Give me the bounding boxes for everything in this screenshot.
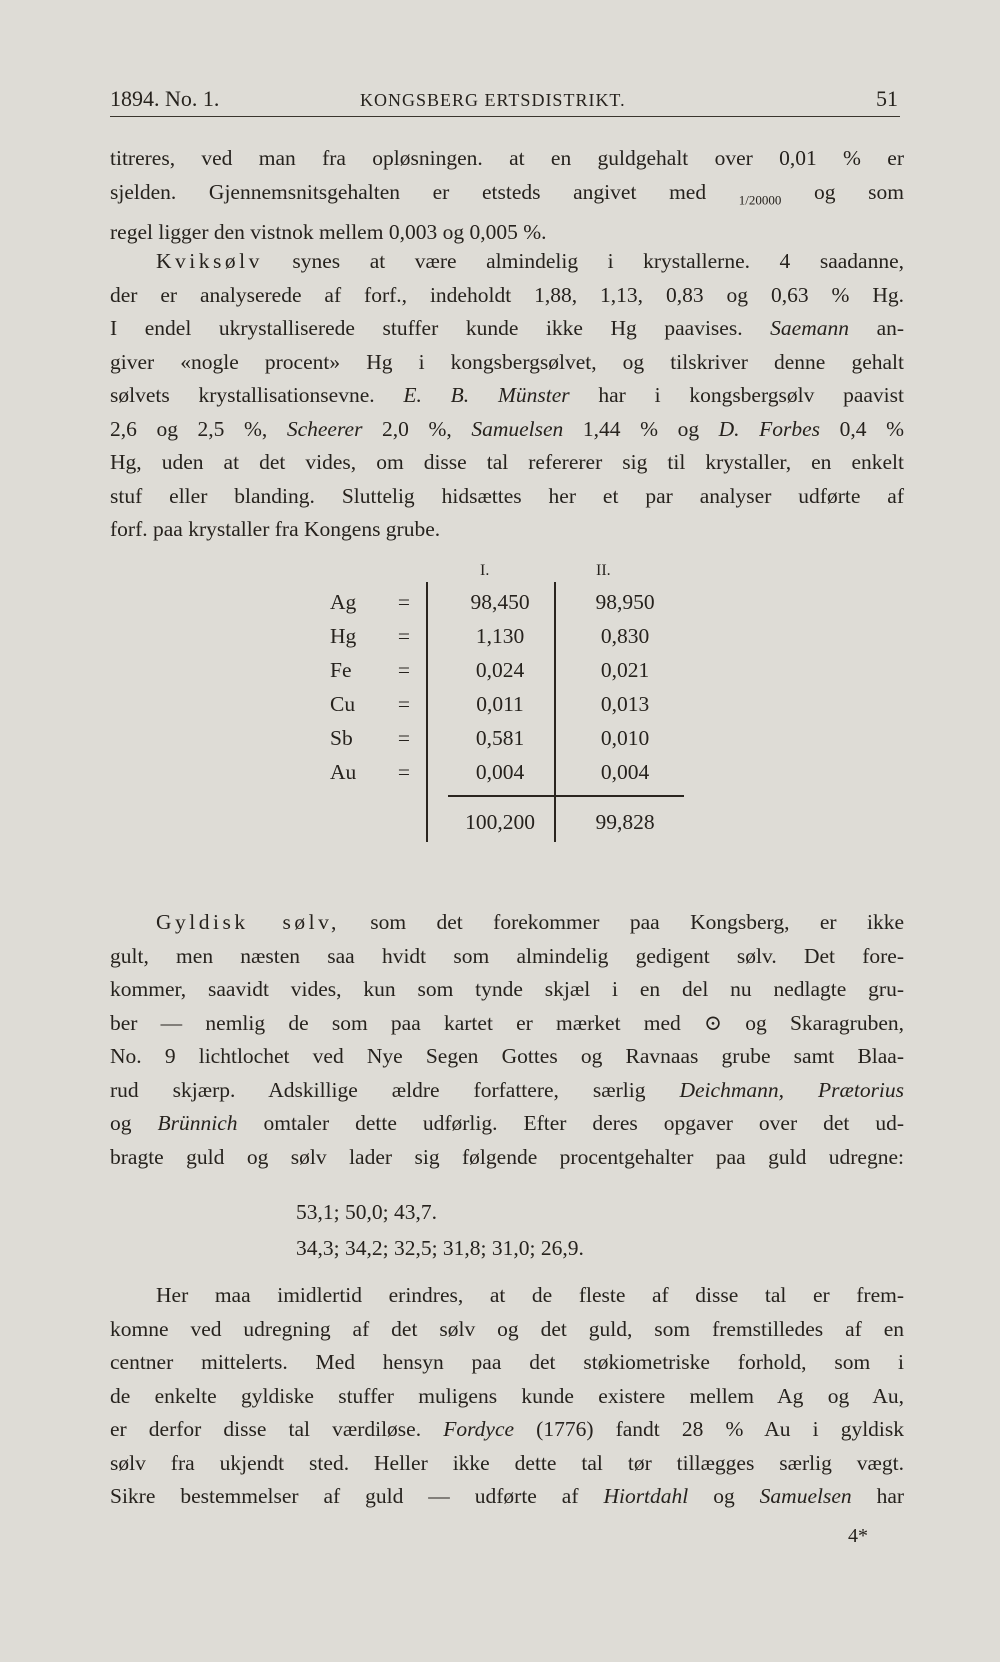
element-symbol: Ag bbox=[330, 590, 357, 614]
header-title: KONGSBERG ERTSDISTRIKT. bbox=[360, 90, 626, 110]
text-line: Kviksølv synes at være almindelig i krystallerne. 4 saadanne, bbox=[156, 249, 904, 273]
gold-percent-row: 34,3; 34,2; 32,5; 31,8; 31,0; 26,9. bbox=[296, 1236, 584, 1260]
equals-sign: = bbox=[397, 624, 411, 648]
text-line: der er analyserede af forf., indeholdt 1,88, 1,13, 0,83 og 0,63 % Hg. bbox=[110, 282, 904, 307]
value-i: 0,581 bbox=[475, 726, 525, 750]
total-i: 100,200 bbox=[465, 810, 535, 834]
text-line: forf. paa krystaller fra Kongens grube. bbox=[110, 517, 441, 541]
text-line: centner mittelerts. Med hensyn paa det støkiometriske forhold, som i bbox=[110, 1350, 904, 1374]
equals-sign: = bbox=[397, 726, 411, 750]
text-line: de enkelte gyldiske stuffer muligens kunde existere mellem Ag og Au, bbox=[110, 1383, 904, 1408]
text-line: sjelden. Gjennemsnitsgehalten er etsteds angivet med $_{1/20000}$ og som bbox=[110, 179, 905, 207]
column-header: I. bbox=[480, 562, 490, 579]
text-line: Her maa imidlertid erindres, at de fleste af disse tal er frem- bbox=[156, 1283, 904, 1307]
text-line: Sikre bestemmelser af guld — udførte af Hiortdahl og Samuelsen har bbox=[110, 1484, 905, 1508]
text-line: bragte guld og sølv lader sig følgende procentgehalter paa guld udregne: bbox=[110, 1144, 904, 1169]
text-line: rud skjærp. Adskillige ældre forfattere, særlig Deichmann, Prætorius bbox=[110, 1077, 905, 1102]
paragraph-gold-content bbox=[110, 142, 904, 250]
value-ii: 0,004 bbox=[600, 760, 650, 784]
column-header: II. bbox=[596, 562, 611, 579]
author-name: Saemann bbox=[770, 316, 849, 340]
header-year-number: 1894. No. 1. bbox=[110, 86, 220, 111]
text-line: giver «nogle procent» Hg i kongsbergsølvet, og tilskriver denne gehalt bbox=[110, 349, 904, 374]
author-name: Prætorius bbox=[818, 1077, 905, 1102]
equals-sign: = bbox=[397, 590, 411, 614]
text-line: er derfor disse tal værdiløse. Fordyce (1776) fandt 28 % Au i gyldisk bbox=[110, 1417, 905, 1441]
text-line: Hg, uden at det vides, om disse tal refererer sig til krystaller, en enkelt bbox=[110, 450, 904, 474]
author-name: Deichmann, bbox=[679, 1077, 784, 1102]
author-name: D. Forbes bbox=[718, 416, 821, 441]
spaced-term: Kviksølv bbox=[156, 249, 263, 273]
column-rule bbox=[554, 582, 556, 842]
text-line: Gyldisk sølv, som det forekommer paa Kongsberg, er ikke bbox=[156, 910, 904, 934]
spaced-term: Gyldisk sølv, bbox=[156, 910, 340, 934]
author-name: Fordyce bbox=[443, 1417, 515, 1441]
text-line: ber — nemlig de som paa kartet er mærket med ⊙ og Skaragruben, bbox=[110, 1010, 904, 1035]
equals-sign: = bbox=[397, 760, 411, 784]
text-line: og Brünnich omtaler dette udførlig. Efter deres opgaver over det ud- bbox=[110, 1111, 904, 1135]
text-line: kommer, saavidt vides, kun som tynde skjæl i en del nu nedlagte gru- bbox=[110, 977, 904, 1001]
text-line: stuf eller blanding. Sluttelig hidsættes her et par analyser udførte af bbox=[110, 483, 904, 508]
running-header bbox=[110, 80, 900, 117]
element-symbol: Au bbox=[330, 760, 357, 784]
element-symbol: Sb bbox=[330, 726, 353, 750]
fraction: 1/20000 bbox=[738, 191, 782, 207]
text-line: sølvets krystallisationsevne. E. B. Münster har i kongsbergsølv paavist bbox=[110, 383, 905, 407]
element-symbol: Fe bbox=[330, 658, 352, 682]
author-name: Samuelsen bbox=[759, 1484, 852, 1508]
text-line: titreres, ved man fra opløsningen. at en guldgehalt over 0,01 % er bbox=[110, 146, 904, 170]
text-line: gult, men næsten saa hvidt som almindelig gedigent sølv. Det fore- bbox=[110, 943, 904, 968]
author-name: Samuelsen bbox=[471, 416, 564, 441]
author-name: Hiortdahl bbox=[603, 1484, 689, 1508]
value-i: 0,004 bbox=[475, 760, 525, 784]
value-i: 0,011 bbox=[476, 692, 524, 716]
gold-percent-row: 53,1; 50,0; 43,7. bbox=[296, 1200, 437, 1224]
text-line: 2,6 og 2,5 %, Scheerer 2,0 %, Samuelsen 1,44 % og D. Forbes 0,4 % bbox=[110, 416, 904, 441]
author-name: Brünnich bbox=[157, 1111, 238, 1135]
paragraph-remarks bbox=[110, 1279, 904, 1514]
value-ii: 0,021 bbox=[600, 658, 650, 682]
value-ii: 0,830 bbox=[600, 624, 650, 648]
element-symbol: Cu bbox=[330, 692, 356, 716]
column-rule bbox=[426, 582, 428, 842]
author-name: Scheerer bbox=[286, 416, 363, 441]
sum-rule bbox=[448, 795, 684, 797]
signature-mark: 4* bbox=[848, 1525, 868, 1547]
text-line: No. 9 lichtlochet ved Nye Segen Gottes og Ravnaas grube samt Blaa- bbox=[110, 1044, 904, 1068]
text-line: I endel ukrystalliserede stuffer kunde ikke Hg paavises. Saemann an- bbox=[110, 316, 905, 340]
value-ii: 98,950 bbox=[595, 590, 655, 614]
paragraph-gold-silver bbox=[110, 906, 904, 1174]
value-i: 0,024 bbox=[475, 658, 525, 682]
value-i: 98,450 bbox=[470, 590, 530, 614]
text-line: komne ved udregning af det sølv og det guld, som fremstilledes af en bbox=[110, 1316, 904, 1341]
value-ii: 0,013 bbox=[600, 692, 650, 716]
equals-sign: = bbox=[397, 692, 411, 716]
element-symbol: Hg bbox=[330, 624, 357, 648]
page-number: 51 bbox=[876, 86, 898, 111]
author-name: E. B. Münster bbox=[403, 383, 570, 407]
total-ii: 99,828 bbox=[595, 810, 655, 834]
text-line: sølv fra ukjendt sted. Heller ikke dette tal tør tillægges særlig vægt. bbox=[110, 1450, 904, 1475]
value-ii: 0,010 bbox=[600, 726, 650, 750]
text-line: regel ligger den vistnok mellem 0,003 og 0,005 %. bbox=[110, 220, 547, 245]
equals-sign: = bbox=[397, 658, 411, 682]
value-i: 1,130 bbox=[475, 624, 525, 648]
paragraph-mercury bbox=[110, 245, 904, 547]
